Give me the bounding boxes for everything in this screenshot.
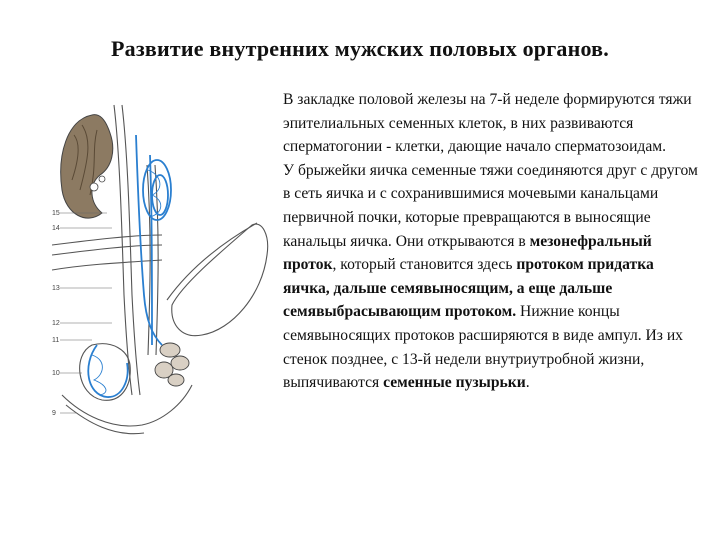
paragraph-2-bold-term: протоком придатка яичка, дальше семявыносящим, а еще дальше семявыбрасывающим протоком.: [283, 256, 654, 321]
paragraph-1: В закладке половой железы на 7-й неделе формируются тяжи эпителиальных семенных клеток, в них развиваются сперматогонии - клетки, дающие начало сперматозоидам.: [283, 91, 692, 156]
figure-label: 12: [52, 320, 60, 327]
vesicle-cluster: [155, 343, 189, 386]
figure-label: 11: [52, 337, 60, 344]
paragraph-2-bold-term: семенные пузырьки: [383, 374, 526, 392]
slide-body-text: [283, 88, 698, 395]
paragraph-2-bold-term: мезонефральный проток: [283, 232, 652, 274]
figure-label: 14: [52, 225, 60, 232]
embryo-anatomy-illustration: [52, 95, 274, 440]
slide-title: Развитие внутренних мужских половых органов.: [111, 36, 609, 61]
figure-label: 9: [52, 410, 56, 417]
paragraph-2-text: Нижние концы семявыносящих протоков расширяются в виде ампул. Из их стенок позднее, с 13-й недели внутриутробной жизни, выпячиваются: [283, 303, 683, 392]
figure-label: 10: [52, 370, 60, 377]
figure-label: 13: [52, 285, 60, 292]
paragraph-2-text: , который становится здесь: [332, 256, 517, 274]
paragraph-2-text: У брыжейки яичка семенные тяжи соединяются друг с другом в сеть яичка и с сохранившимися мочевыми канальцами первичной почки, которые превращаются в выносящие канальцы яичка. Они открываются в: [283, 161, 698, 250]
figure-label: 15: [52, 210, 60, 217]
kidney-drawing: [61, 115, 113, 218]
paragraph-2: [283, 159, 698, 395]
paragraph-2-text: .: [525, 374, 530, 392]
